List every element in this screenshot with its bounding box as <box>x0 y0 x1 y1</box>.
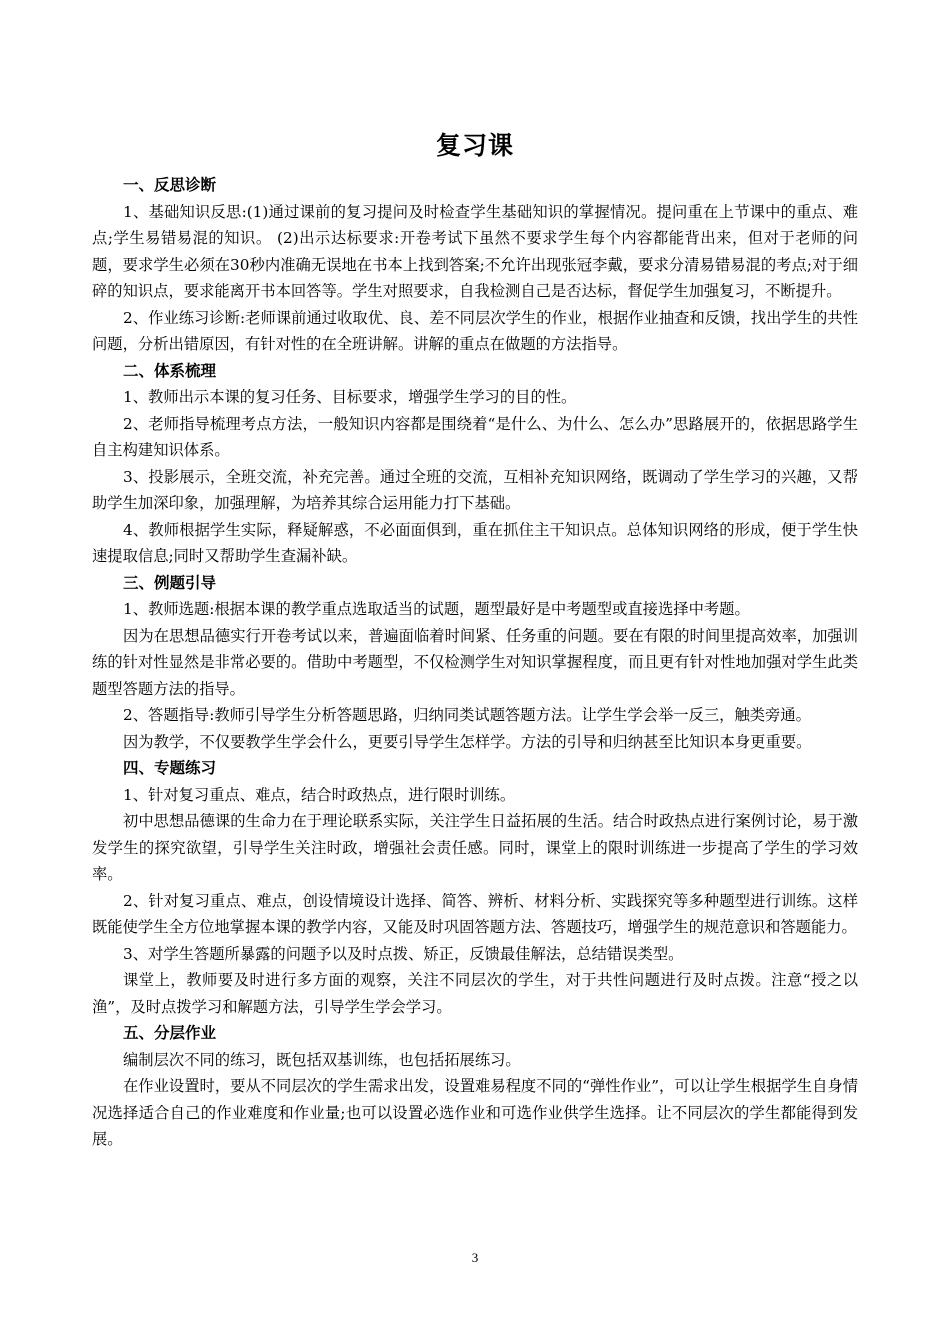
paragraph: 1、基础知识反思:(1)通过课前的复习提问及时检查学生基础知识的掌握情况。提问重在上节课中的重点、难点;学生易错易混的知识。 (2)出示达标要求:开卷考试下虽然不要求学生每个内容都能背出来，但对于老师的问题，要求学生必须在30秒内准确无误地在书本上找到答案;不允许出现张冠李戴，要求分清易错易混的考点;对于细碎的知识点，要求能离开书本回答等。学生对照要求，自我检测自己是否达标，督促学生加强复习，不断提升。 <box>92 202 858 300</box>
document-page <box>92 128 858 1153</box>
paragraph: 1、教师出示本课的复习任务、目标要求，增强学生学习的目的性。 <box>123 388 577 406</box>
paragraph: 1、针对复习重点、难点，结合时政热点，进行限时训练。 <box>123 785 516 804</box>
section-heading: 五、分层作业 <box>123 1024 217 1042</box>
document-body <box>92 172 858 1153</box>
paragraph: 因为在思想品德实行开卷考试以来，普遍面临着时间紧、任务重的问题。要在有限的时间里提高效率，加强训练的针对性显然是非常必要的。借助中考题型，不仅检测学生对知识掌握程度，而且更有针对性地加强对学生此类题型答题方法的指导。 <box>92 626 858 698</box>
paragraph: 因为教学，不仅要教学生学会什么，更要引导学生怎样学。方法的引导和归纳甚至比知识本身更重要。 <box>123 732 812 751</box>
paragraph: 编制层次不同的练习，既包括双基训练，也包括拓展练习。 <box>123 1050 521 1069</box>
section-heading: 四、专题练习 <box>123 759 217 777</box>
paragraph: 初中思想品德课的生命力在于理论联系实际，关注学生日益拓展的生活。结合时政热点进行案例讨论，易于激发学生的探究欲望，引导学生关注时政，增强社会责任感。同时，课堂上的限时训练进一步提高了学生的学习效率。 <box>92 812 858 883</box>
paragraph: 3、投影展示，全班交流，补充完善。通过全班的交流，互相补充知识网络，既调动了学生学习的兴趣，又帮助学生加深印象，加强理解，为培养其综合运用能力打下基础。 <box>92 467 858 512</box>
paragraph: 2、作业练习诊断:老师课前通过收取优、良、差不同层次学生的作业，根据作业抽查和反馈，找出学生的共性问题，分析出错原因，有针对性的在全班讲解。讲解的重点在做题的方法指导。 <box>92 308 858 353</box>
paragraph: 3、对学生答题所暴露的问题予以及时点拨、矫正，反馈最佳解法，总结错误类型。 <box>123 944 684 963</box>
paragraph: 4、教师根据学生实际，释疑解惑，不必面面俱到，重在抓住主干知识点。总体知识网络的形成，便于学生快速提取信息;同时又帮助学生查漏补缺。 <box>92 520 858 565</box>
paragraph: 2、老师指导梳理考点方法，一般知识内容都是围绕着“是什么、为什么、怎么办”思路展开的，依据思路学生自主构建知识体系。 <box>92 414 858 459</box>
section-heading: 二、体系梳理 <box>123 361 217 380</box>
paragraph: 在作业设置时，要从不同层次的学生需求出发，设置难易程度不同的“弹性作业”，可以让学生根据学生自身情况选择适合自己的作业难度和作业量;也可以设置必选作业和可选作业供学生选择。让不同层次的学生都能得到发展。 <box>92 1077 858 1148</box>
section-heading: 一、反思诊断 <box>123 176 217 194</box>
page-number: 3 <box>471 1250 479 1265</box>
section-heading: 三、例题引导 <box>123 573 217 592</box>
paragraph: 1、教师选题:根据本课的教学重点选取适当的试题，题型最好是中考题型或直接选择中考题。 <box>123 600 750 618</box>
document-title: 复习课 <box>435 131 514 160</box>
paragraph: 课堂上，教师要及时进行多方面的观察，关注不同层次的学生，对于共性问题进行及时点拨。注意“授之以渔”，及时点拨学习和解题方法，引导学生学会学习。 <box>92 971 858 1016</box>
paragraph: 2、答题指导:教师引导学生分析答题思路，归纳同类试题答题方法。让学生学会举一反三，触类旁通。 <box>123 706 811 724</box>
paragraph: 2、针对复习重点、难点，创设情境设计选择、简答、辨析、材料分析、实践探究等多种题型进行训练。这样既能使学生全方位地掌握本课的教学内容，又能及时巩固答题方法、答题技巧，增强学生的规范意识和答题能力。 <box>92 891 858 936</box>
